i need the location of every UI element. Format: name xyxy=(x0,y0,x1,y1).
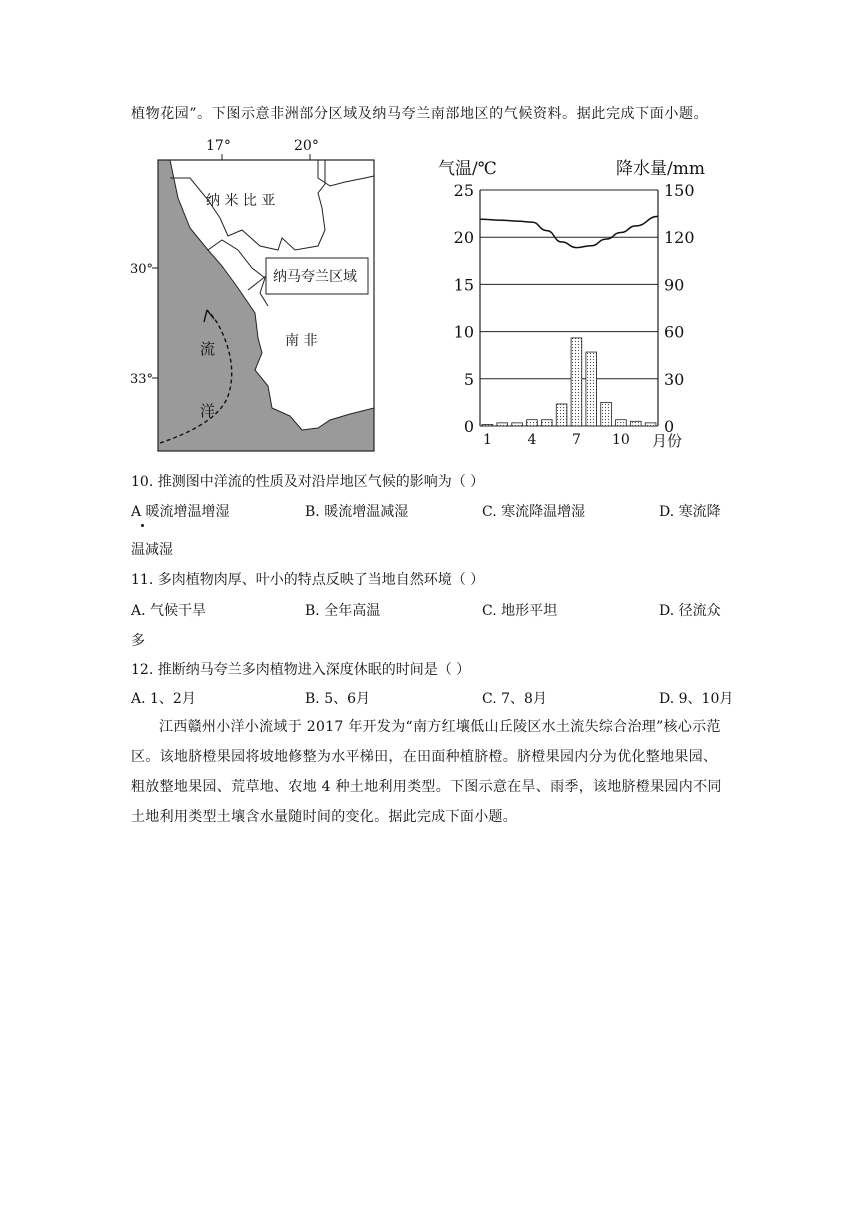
precip-bar xyxy=(527,420,538,426)
precip-bar xyxy=(586,352,597,426)
precip-bar xyxy=(497,423,508,426)
lon-label-20: 20° xyxy=(294,138,319,154)
left-tick-label: 0 xyxy=(463,417,474,436)
lat-label-33: 33° xyxy=(130,372,154,387)
precip-bar xyxy=(541,420,552,426)
q11-option-d-wrap: 多 xyxy=(131,633,145,649)
current-label-char-1: 流 xyxy=(200,340,216,358)
precip-bar xyxy=(482,424,493,426)
q10-option-c[interactable]: C. 寒流降温增湿 xyxy=(482,504,586,520)
namaqualand-map xyxy=(130,138,380,456)
temperature-line xyxy=(480,216,658,247)
namaqualand-label: 纳马夸兰区域 xyxy=(273,269,357,285)
lat-label-30: 30° xyxy=(130,262,154,277)
q11-option-b[interactable]: B. 全年高温 xyxy=(305,603,381,619)
left-tick-label: 15 xyxy=(453,275,474,295)
precip-bar xyxy=(601,402,612,426)
question-10-stem: 10. 推测图中洋流的性质及对沿岸地区气候的影响为（ ） xyxy=(131,474,485,490)
south-africa-label: 南 非 xyxy=(285,333,318,349)
left-tick-label: 25 xyxy=(453,181,474,200)
climate-chart xyxy=(430,148,705,458)
right-tick-label: 120 xyxy=(664,228,695,248)
q12-option-d[interactable]: D. 9、10月 xyxy=(659,691,734,707)
precip-bar xyxy=(571,338,582,426)
lon-label-17: 17° xyxy=(206,138,231,154)
q11-option-d[interactable]: D. 径流众 xyxy=(659,603,721,619)
x-tick-label: 4 xyxy=(527,432,537,448)
emphasis-dot xyxy=(141,524,144,527)
left-axis-title: 气温/℃ xyxy=(438,159,497,179)
passage-text: 江西赣州小洋小流域于 2017 年开发为“南方红壤低山丘陵区水土流失综合治理”核心示范区。该地脐橙果园将坡地修整为水平梯田，在田面种植脐橙。脐橙果园内分为优化整地果园、粗放整地果园、荒草地、农地 4 种土地利用类型。下图示意在旱、雨季，该地脐橙果园内不同土地利用类型土壤含水量随时间的变化。据此完成下面小题。 xyxy=(131,719,722,825)
q11-option-a[interactable]: A. 气候干旱 xyxy=(131,603,207,619)
right-axis-title: 降水量/mm xyxy=(616,159,705,179)
left-tick-label: 20 xyxy=(453,228,474,248)
x-tick-label: 1 xyxy=(482,432,492,448)
q12-option-b[interactable]: B. 5、6月 xyxy=(305,691,371,707)
precip-bar xyxy=(616,420,627,426)
q11-option-c[interactable]: C. 地形平坦 xyxy=(482,603,558,619)
right-axis-ticks xyxy=(664,181,695,436)
x-tick-label: 7 xyxy=(571,432,581,448)
x-tick-label: 10 xyxy=(612,432,630,448)
precip-bar xyxy=(645,423,656,426)
current-label-char-2: 洋 xyxy=(200,402,216,420)
left-tick-label: 10 xyxy=(453,322,474,342)
right-tick-label: 0 xyxy=(664,417,675,436)
q10-option-d-wrap: 温减湿 xyxy=(131,542,173,558)
left-tick-label: 5 xyxy=(463,369,474,389)
question-11-stem: 11. 多肉植物肉厚、叶小的特点反映了当地自然环境（ ） xyxy=(131,572,485,588)
x-axis-title: 月份 xyxy=(652,432,683,450)
precip-bar xyxy=(556,404,567,426)
q12-option-c[interactable]: C. 7、8月 xyxy=(482,691,547,707)
q12-option-a[interactable]: A. 1、2月 xyxy=(131,691,196,707)
right-tick-label: 150 xyxy=(664,181,695,200)
precip-bar xyxy=(630,421,641,426)
q10-option-a[interactable]: A 暖流增温增湿 xyxy=(131,504,230,520)
left-axis-ticks xyxy=(454,181,474,436)
precip-bar xyxy=(512,423,523,426)
namibia-label: 纳 米 比 亚 xyxy=(206,193,276,209)
plot-area xyxy=(480,190,658,426)
intro-text: 植物花园”。下图示意非洲部分区域及纳马夸兰南部地区的气候资料。据此完成下面小题。 xyxy=(131,106,709,122)
x-axis-ticks xyxy=(483,432,630,448)
right-tick-label: 90 xyxy=(664,275,685,295)
right-tick-label: 30 xyxy=(664,369,685,389)
q10-option-d[interactable]: D. 寒流降 xyxy=(659,504,721,520)
right-tick-label: 60 xyxy=(664,322,685,342)
q10-option-b[interactable]: B. 暖流增温减湿 xyxy=(305,504,409,520)
question-12-stem: 12. 推断纳马夸兰多肉植物进入深度休眠的时间是（ ） xyxy=(131,662,471,678)
